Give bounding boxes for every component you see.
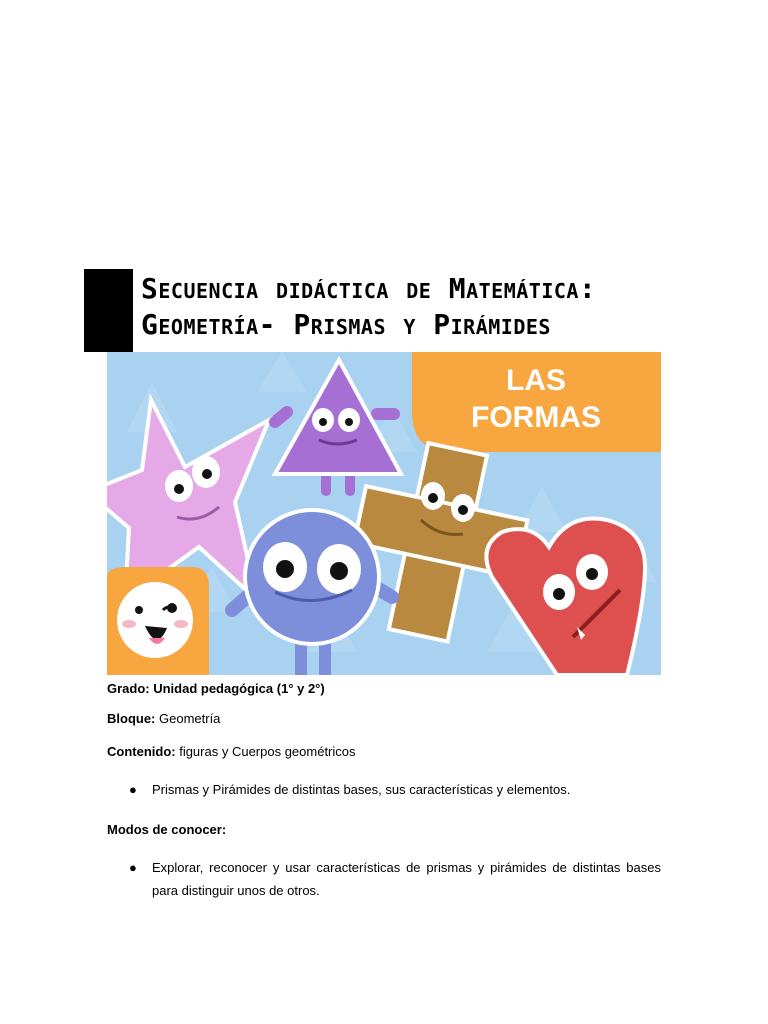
grado-label: Grado: Unidad pedagógica (1° y 2°) — [107, 681, 325, 696]
contenido-bullet-text: Prismas y Pirámides de distintas bases, sus características y elementos. — [152, 782, 571, 797]
contenido-label: Contenido: — [107, 744, 176, 759]
bullet-icon: ● — [129, 782, 137, 797]
modos-line — [107, 820, 226, 840]
bloque-value: Geometría — [155, 711, 221, 726]
bloque-line — [107, 709, 220, 729]
contenido-line — [107, 742, 356, 762]
winking-face-badge — [107, 567, 209, 675]
banner-text-formas: FORMAS — [471, 401, 601, 434]
grado-line — [107, 679, 325, 699]
title-line-1: Secuencia didáctica de Matemática: — [141, 272, 597, 305]
title-accent-bar — [84, 269, 133, 352]
banner-text-las: LAS — [506, 364, 566, 397]
modos-bullet-text: Explorar, reconocer y usar características de prismas y pirámides de distintas bases para distinguir unos de otros. — [152, 860, 661, 898]
modos-label: Modos de conocer: — [107, 822, 227, 837]
las-formas-illustration — [107, 352, 661, 675]
bullet-icon: ● — [129, 860, 137, 875]
contenido-value: figuras y Cuerpos geométricos — [175, 744, 356, 759]
document-title — [141, 271, 761, 343]
bloque-label: Bloque: — [107, 711, 156, 726]
title-line-2: Geometría- Prismas y Pirámides — [141, 308, 551, 341]
